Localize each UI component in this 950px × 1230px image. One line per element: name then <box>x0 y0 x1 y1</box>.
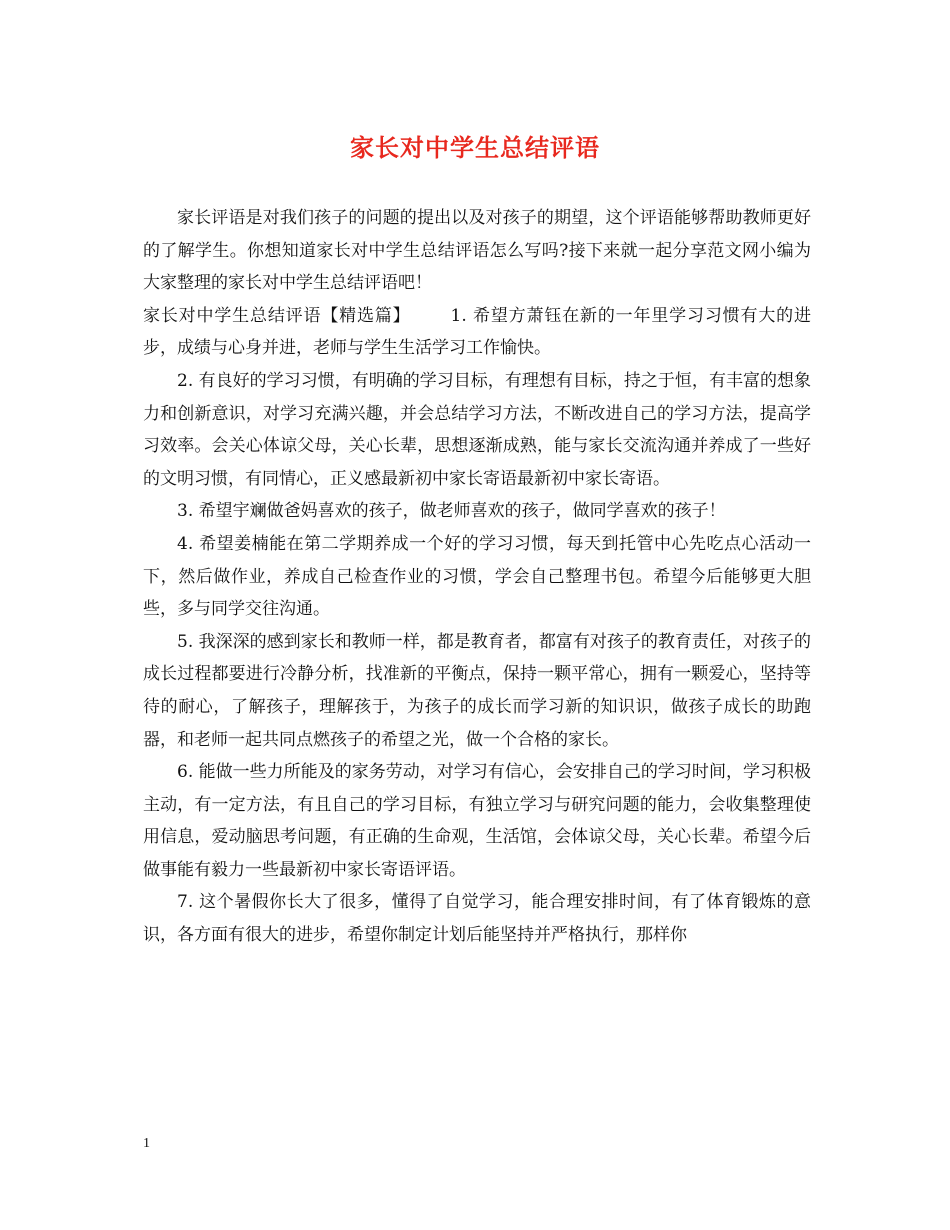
document-body <box>143 202 811 952</box>
list-item-5: 5. 我深深的感到家长和教师一样，都是教育者，都富有对孩子的教育责任，对孩子的成长过程都要进行冷静分析，找准新的平衡点，保持一颗平常心，拥有一颗爱心，坚持等待的耐心，了解孩子，理解孩于，为孩子的成长而学习新的知识识，做孩子成长的助跑器，和老师一起共同点燃孩子的希望之光，做一个合格的家长。 <box>143 631 811 750</box>
page-number: 1 <box>143 1136 150 1151</box>
list-item-4: 4. 希望姜楠能在第二学期养成一个好的学习习惯，每天到托管中心先吃点心活动一下，然后做作业，养成自己检查作业的习惯，学会自己整理书包。希望今后能够更大胆些，多与同学交往沟通。 <box>143 533 811 620</box>
section-heading: 家长对中学生总结评语【精选篇】 <box>143 305 411 326</box>
intro-paragraph: 家长评语是对我们孩子的问题的提出以及对孩子的期望，这个评语能够帮助教师更好的了解学生。你想知道家长对中学生总结评语怎么写吗?接下来就一起分享范文网小编为大家整理的家长对中学生总结评语吧！ <box>143 208 811 294</box>
section-paragraph <box>143 300 811 365</box>
list-item-7: 7. 这个暑假你长大了很多，懂得了自觉学习，能合理安排时间，有了体育锻炼的意识，各方面有很大的进步，希望你制定计划后能坚持并严格执行，那样你 <box>143 892 811 946</box>
list-item-2: 2. 有良好的学习习惯，有明确的学习目标，有理想有目标，持之于恒，有丰富的想象力和创新意识，对学习充满兴趣，并会总结学习方法，不断改进自己的学习方法，提高学习效率。会关心体谅父母，关心长辈，思想逐渐成熟，能与家长交流沟通并养成了一些好的文明习惯，有同情心，正义感最新初中家长寄语最新初中家长寄语。 <box>143 370 811 489</box>
list-item-1: 1. 希望方萧钰在新的一年里学习习惯有大的进步，成绩与心身并进，老师与学生生活学习工作愉快。 <box>143 305 812 359</box>
list-item-6: 6. 能做一些力所能及的家务劳动，对学习有信心，会安排自己的学习时间，学习积极主动，有一定方法，有且自己的学习目标，有独立学习与研究问题的能力，会收集整理使用信息，爱动脑思考问题，有正确的生命观，生活馆，会体谅父母，关心长辈。希望今后做事能有毅力一些最新初中家长寄语评语。 <box>143 762 811 880</box>
list-item-3: 3. 希望宇斓做爸妈喜欢的孩子，做老师喜欢的孩子，做同学喜欢的孩子！ <box>177 501 726 522</box>
document-title: 家长对中学生总结评语 <box>350 133 600 162</box>
